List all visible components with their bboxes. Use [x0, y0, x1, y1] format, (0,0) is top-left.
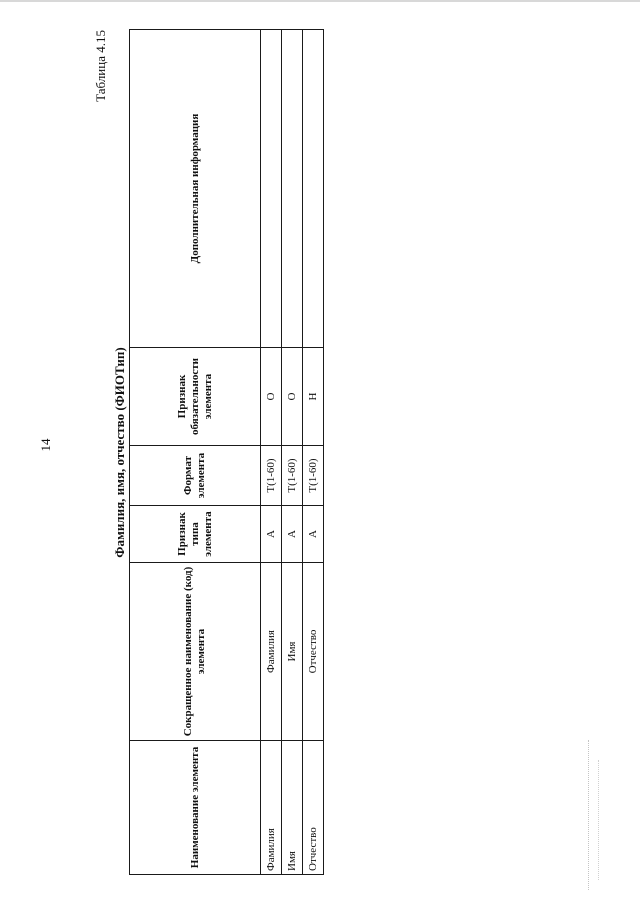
page-number: 14 — [38, 438, 53, 452]
header-element-required: Признак обязательности элемента — [130, 348, 261, 446]
header-element-type: Признак типа элемента — [130, 506, 261, 563]
table-title: Фамилия, имя, отчество (ФИОТип) — [112, 347, 127, 558]
cell-name: Имя — [282, 741, 303, 875]
faint-scan-stamp — [598, 760, 609, 880]
table-row — [261, 30, 282, 875]
cell-info — [282, 30, 303, 348]
element-spec-table — [129, 29, 324, 875]
cell-format: Т(1-60) — [303, 446, 324, 506]
cell-name: Отчество — [303, 741, 324, 875]
table-header-row — [130, 30, 261, 875]
cell-type: А — [261, 506, 282, 563]
cell-required: О — [282, 348, 303, 446]
cell-code: Фамилия — [261, 563, 282, 741]
cell-required: Н — [303, 348, 324, 446]
cell-name: Фамилия — [261, 741, 282, 875]
cell-format: Т(1-60) — [282, 446, 303, 506]
cell-type: А — [282, 506, 303, 563]
cell-format: Т(1-60) — [261, 446, 282, 506]
table-row — [282, 30, 303, 875]
cell-code: Отчество — [303, 563, 324, 741]
cell-required: О — [261, 348, 282, 446]
table-label: Таблица 4.15 — [93, 30, 108, 102]
header-additional-info: Дополнительная информация — [130, 30, 261, 348]
cell-code: Имя — [282, 563, 303, 741]
cell-info — [261, 30, 282, 348]
header-element-format: Формат элемента — [130, 446, 261, 506]
cell-info — [303, 30, 324, 348]
rotated-page-content — [90, 30, 319, 875]
table-row — [303, 30, 324, 875]
header-element-code: Сокращенное наименование (код) элемента — [130, 563, 261, 741]
scan-edge-line — [0, 0, 640, 2]
header-element-name: Наименование элемента — [130, 741, 261, 875]
cell-type: А — [303, 506, 324, 563]
